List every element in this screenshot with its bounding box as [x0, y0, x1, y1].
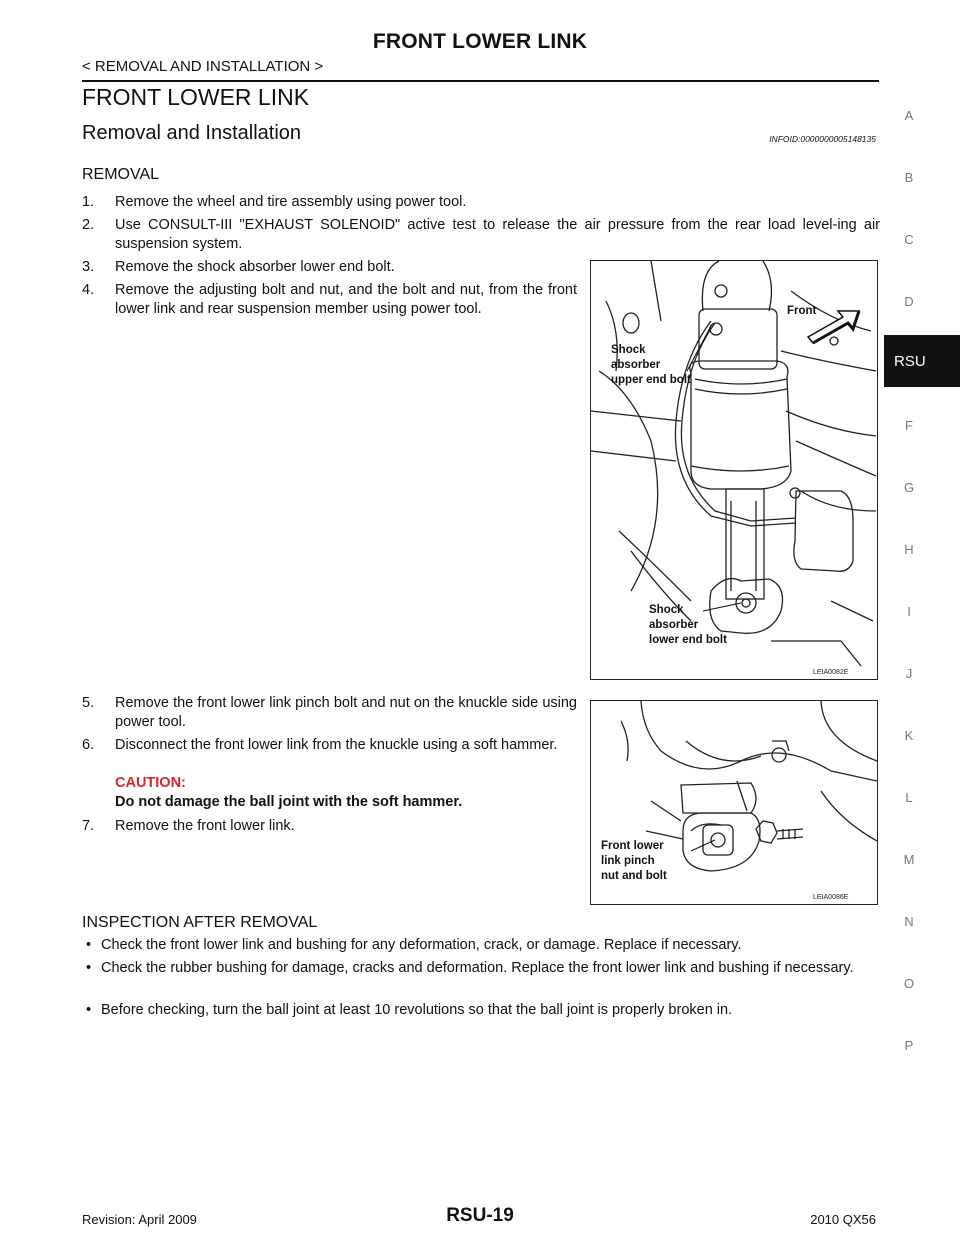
figure-code: LEIA0086E — [813, 894, 849, 901]
shock-absorber-illustration — [591, 261, 877, 679]
removal-heading: REMOVAL — [82, 166, 160, 183]
info-id: INFOID:0000000005148135 — [769, 134, 876, 144]
label-front: Front — [787, 305, 817, 317]
section-index-k[interactable]: K — [904, 728, 914, 743]
step-number: 5. — [82, 695, 95, 711]
section-index-f[interactable]: F — [905, 418, 913, 433]
removal-step — [82, 193, 882, 212]
inspection-bullet — [86, 1001, 881, 1020]
label-pinch-nut-line1: Front lower — [601, 840, 664, 852]
removal-step — [82, 216, 882, 254]
section-index-d[interactable]: D — [904, 294, 914, 309]
section-index-c[interactable]: C — [904, 232, 914, 247]
bullet-glyph: • — [86, 937, 92, 953]
label-lower-end-bolt-line1: Shock — [649, 604, 684, 616]
step-text: Remove the front lower link pinch bolt and nut on the knuckle side using power tool. — [115, 695, 577, 730]
inspection-bullet — [86, 959, 881, 997]
removal-step — [82, 281, 582, 338]
label-upper-end-bolt-line1: Shock — [611, 344, 646, 356]
section-index-o[interactable]: O — [903, 976, 915, 991]
header-divider — [82, 80, 879, 82]
section-index-p[interactable]: P — [904, 1038, 914, 1053]
page-header-title: FRONT LOWER LINK — [372, 30, 588, 53]
step-text: Use CONSULT-III "EXHAUST SOLENOID" active test to release the air pressure from the rear load level-ing air suspension system. — [115, 217, 880, 252]
label-pinch-nut-line2: link pinch — [601, 855, 655, 867]
caution-note — [115, 793, 585, 812]
footer-revision: Revision: April 2009 — [82, 1212, 197, 1227]
step-text: Remove the front lower link. — [115, 818, 295, 834]
section-title: FRONT LOWER LINK — [82, 84, 310, 110]
step-number: 1. — [82, 194, 95, 210]
inspection-heading: INSPECTION AFTER REMOVAL — [82, 914, 318, 931]
footer-model: 2010 QX56 — [810, 1212, 876, 1227]
figure-lower-link-pinch-bolt — [590, 700, 878, 905]
breadcrumb: < REMOVAL AND INSTALLATION > — [82, 58, 324, 75]
label-upper-end-bolt-line3: upper end bolt — [611, 374, 691, 386]
removal-step — [82, 736, 582, 774]
step-text: Remove the wheel and tire assembly using power tool. — [115, 194, 467, 210]
bullet-glyph: • — [86, 1002, 92, 1018]
step-text: Remove the shock absorber lower end bolt. — [115, 259, 395, 275]
section-index-i[interactable]: I — [907, 604, 911, 619]
section-tab-rsu[interactable]: RSU — [884, 335, 960, 387]
bullet-glyph: • — [86, 960, 92, 976]
inspection-bullet — [86, 936, 881, 955]
page-number: RSU-19 — [446, 1205, 514, 1226]
section-index-l[interactable]: L — [905, 790, 913, 805]
step-text: Disconnect the front lower link from the knuckle using a soft hammer. — [115, 737, 558, 753]
caution-label-text: CAUTION: — [115, 775, 186, 791]
bullet-text: Check the rubber bushing for damage, cracks and deformation. Replace the front lower link and bushing if necessary. — [101, 960, 854, 976]
step-text: Remove the adjusting bolt and nut, and the bolt and nut, from the front lower link and rear suspension member using power tool. — [115, 282, 577, 317]
section-index-j[interactable]: J — [905, 666, 913, 681]
step-number: 4. — [82, 282, 95, 298]
bullet-text: Check the front lower link and bushing for any deformation, crack, or damage. Replace if necessary. — [101, 937, 742, 953]
removal-step — [82, 258, 582, 277]
label-pinch-nut-line3: nut and bolt — [601, 870, 667, 882]
subsection-title: Removal and Installation — [82, 122, 302, 144]
section-index-m[interactable]: M — [903, 852, 915, 867]
removal-step — [82, 817, 582, 836]
label-upper-end-bolt-line2: absorber — [611, 359, 661, 371]
label-lower-end-bolt-line3: lower end bolt — [649, 634, 727, 646]
caution-text: Do not damage the ball joint with the soft hammer. — [115, 794, 463, 810]
section-index-n[interactable]: N — [904, 914, 914, 929]
figure-shock-absorber — [590, 260, 878, 680]
step-number: 7. — [82, 818, 95, 834]
removal-step — [82, 694, 582, 732]
step-number: 6. — [82, 737, 95, 753]
section-index-b[interactable]: B — [904, 170, 914, 185]
step-number: 3. — [82, 259, 95, 275]
caution-label — [115, 774, 585, 793]
section-index-h[interactable]: H — [904, 542, 914, 557]
section-index-g[interactable]: G — [903, 480, 915, 495]
bullet-text: Before checking, turn the ball joint at least 10 revolutions so that the ball joint is properly broken in. — [101, 1002, 733, 1018]
label-lower-end-bolt-line2: absorber — [649, 619, 699, 631]
figure-code: LEIA0082E — [813, 669, 849, 676]
step-number: 2. — [82, 217, 95, 233]
section-index-a[interactable]: A — [904, 108, 914, 123]
